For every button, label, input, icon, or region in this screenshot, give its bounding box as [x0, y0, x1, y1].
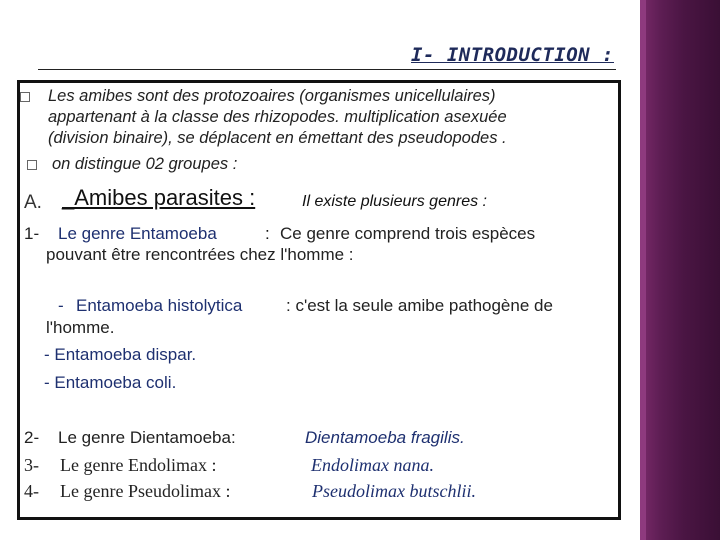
section-subtitle: Il existe plusieurs genres :: [302, 193, 487, 210]
intro-line-3: (division binaire), se déplacent en émettant des pseudopodes .: [48, 129, 507, 147]
intro-line-2: appartenant à la classe des rhizopodes. multiplication asexuée: [48, 108, 507, 126]
item-text: Ce genre comprend trois espèces: [280, 224, 536, 243]
page-title: I- INTRODUCTION :: [411, 44, 614, 66]
decorative-sidebar: [640, 0, 720, 540]
item-number: 2-: [24, 428, 40, 447]
genus-species: Pseudolimax butschlii.: [312, 481, 476, 501]
item-separator: :: [265, 224, 270, 243]
genus-label: Le genre Dientamoeba:: [58, 428, 236, 447]
species-item: - Entamoeba coli.: [44, 373, 177, 392]
genus-label: Le genre Entamoeba: [58, 224, 217, 243]
species-item: - Entamoeba dispar.: [44, 345, 197, 364]
species-dash: -: [58, 296, 64, 315]
item-number: 1-: [24, 224, 40, 243]
intro-line-4: on distingue 02 groupes :: [52, 155, 238, 173]
item-text-line-2: pouvant être rencontrées chez l'homme :: [46, 245, 354, 264]
section-marker: A.: [24, 192, 42, 213]
item-number: 3-: [24, 455, 39, 475]
intro-line-1: Les amibes sont des protozoaires (organismes unicellulaires): [48, 87, 496, 105]
species-text: : c'est la seule amibe pathogène de: [286, 296, 553, 315]
item-number: 4-: [24, 481, 39, 501]
genus-label: Le genre Endolimax :: [60, 455, 217, 475]
bullet-square-icon: [20, 92, 30, 102]
genus-species: Endolimax nana.: [311, 455, 434, 475]
title-underline: [38, 69, 616, 70]
genus-label: Le genre Pseudolimax :: [60, 481, 231, 501]
species-text-line-2: l'homme.: [46, 318, 115, 337]
species-name: Entamoeba histolytica: [76, 296, 243, 315]
bullet-square-icon: [27, 160, 37, 170]
section-heading: _Amibes parasites :: [62, 185, 256, 210]
genus-species: Dientamoeba fragilis.: [305, 428, 465, 447]
